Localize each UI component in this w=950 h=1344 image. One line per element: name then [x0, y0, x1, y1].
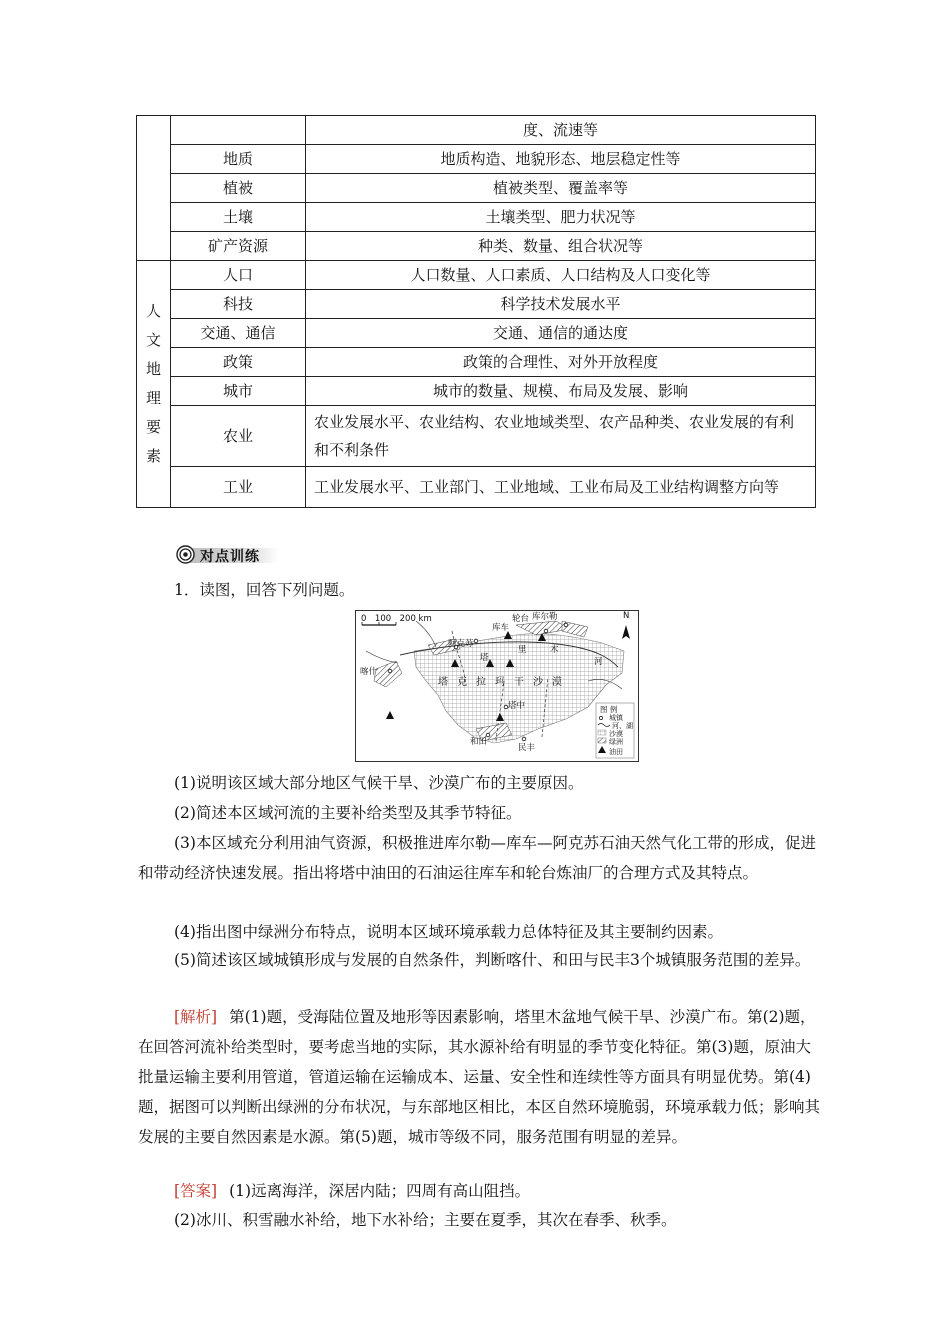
place-label: 民丰: [518, 743, 536, 753]
answer-tag: [答案]: [174, 1182, 218, 1200]
legend-title: 图 例: [600, 705, 618, 714]
place-label: 库车: [492, 623, 510, 633]
tarim-basin-map: [355, 610, 639, 762]
legend-item: 沙漠: [609, 730, 623, 738]
place-label: 河: [594, 657, 603, 667]
table-row: [137, 377, 816, 406]
content-cell: 城市的数量、规模、布局及发展、影响: [306, 377, 816, 406]
human-group-cell: [137, 261, 171, 508]
desert-label: 塔克拉玛干沙漠: [438, 677, 571, 688]
place-label: 阿克苏: [448, 639, 474, 649]
table-row: [137, 406, 816, 467]
content-cell: 度、流速等: [306, 116, 816, 145]
factor-cell: 政策: [171, 348, 306, 377]
content-cell: 种类、数量、组合状况等: [306, 232, 816, 261]
sub-question-5: (5)简述该区域城镇形成与发展的自然条件，判断喀什、和田与民丰3个城镇服务范围的差异。: [174, 951, 811, 969]
north-label: N: [623, 611, 630, 621]
table-row: [137, 261, 816, 290]
legend-item: 绿洲: [609, 738, 623, 746]
answer-line-2: (2)冰川、积雪融水补给，地下水补给；主要在夏季，其次在春季、秋季。: [174, 1211, 677, 1229]
place-label: 喀什: [360, 667, 378, 677]
legend-item: 城镇: [609, 714, 623, 722]
town-icon: [388, 669, 392, 673]
content-cell: 人口数量、人口素质、人口结构及人口变化等: [306, 261, 816, 290]
place-label: 塔: [480, 653, 489, 663]
table-row: [137, 116, 816, 145]
river-line: [366, 651, 398, 663]
place-label: 里: [518, 645, 527, 655]
analysis-block: [138, 1002, 824, 1152]
practice-banner: [176, 545, 280, 565]
north-arrow-icon: [622, 625, 630, 639]
answer-text: (1)远离海洋，深居内陆；四周有高山阻挡。: [229, 1182, 531, 1200]
table-row: [137, 174, 816, 203]
town-icon: [564, 623, 568, 627]
factor-cell: 交通、通信: [171, 319, 306, 348]
target-icon: [176, 545, 195, 564]
geographic-factors-table: [136, 115, 816, 508]
legend-item: 河、湖: [612, 722, 633, 730]
legend-oasis-icon: [598, 738, 606, 743]
factor-cell: 植被: [171, 174, 306, 203]
content-cell: 工业发展水平、工业部门、工业地域、工业布局及工业结构调整方向等: [306, 467, 816, 508]
table-row: [137, 203, 816, 232]
place-label: 塔中: [508, 701, 526, 711]
table-row: [137, 145, 816, 174]
content-cell: 科学技术发展水平: [306, 290, 816, 319]
factor-cell: 土壤: [171, 203, 306, 232]
town-icon: [544, 629, 548, 633]
factor-cell: 城市: [171, 377, 306, 406]
oasis-kashi: [374, 661, 402, 687]
content-cell: 土壤类型、肥力状况等: [306, 203, 816, 232]
factor-cell: [171, 116, 306, 145]
place-label: 木: [550, 645, 559, 655]
scale-label: 0 100 200 km: [361, 614, 432, 624]
place-label: 和田: [470, 737, 488, 747]
human-group-label: 人文地理要素: [145, 302, 161, 465]
content-cell: 地质构造、地貌形态、地层稳定性等: [306, 145, 816, 174]
content-cell: 植被类型、覆盖率等: [306, 174, 816, 203]
table-row: [137, 290, 816, 319]
sub-question-4: (4)指出图中绿洲分布特点，说明本区域环境承载力总体特征及其主要制约因素。: [174, 923, 723, 941]
place-label: 库尔勒: [532, 612, 558, 622]
natural-group-cell: [137, 116, 171, 261]
oil-field-icon: [386, 711, 394, 719]
place-label: 轮台: [512, 614, 530, 624]
table-row: [137, 348, 816, 377]
answer-line-1: [174, 1176, 824, 1206]
town-icon: [474, 639, 478, 643]
question-stem: 1．读图，回答下列问题。: [174, 581, 355, 599]
content-cell: 政策的合理性、对外开放程度: [306, 348, 816, 377]
legend-item: 油田: [609, 748, 623, 756]
banner-label: 对点训练: [200, 549, 260, 565]
legend-desert-icon: [598, 730, 606, 735]
factor-cell: 地质: [171, 145, 306, 174]
content-cell: 交通、通信的通达度: [306, 319, 816, 348]
sub-question-3: (3)本区域充分利用油气资源，积极推进库尔勒—库车—阿克苏石油天然气化工带的形成，促进和带动经济快速发展。指出将塔中油田的石油运往库车和轮台炼油厂的合理方式及其特点。: [138, 834, 816, 882]
table-row: [137, 232, 816, 261]
sub-question-2: (2)简述本区域河流的主要补给类型及其季节特征。: [174, 804, 522, 822]
sub-question-1: (1)说明该区域大部分地区气候干旱、沙漠广布的主要原因。: [174, 774, 584, 792]
factor-cell: 农业: [171, 406, 306, 467]
table-row: [137, 467, 816, 508]
legend-town-icon: [599, 716, 602, 719]
river-line: [416, 621, 436, 647]
table-row: [137, 319, 816, 348]
factor-cell: 人口: [171, 261, 306, 290]
factor-cell: 工业: [171, 467, 306, 508]
analysis-text: 第(1)题，受海陆位置及地形等因素影响，塔里木盆地气候干旱、沙漠广布。第(2)题，在回答河流补给类型时，要考虑当地的实际，其水源补给有明显的季节变化特征。第(3)题，原油大批量运输主要利用管道，管道运输在运输成本、运量、安全性和连续性等方面具有明显优势。第(4)题，据图可以判断出绿洲的分布状况，与东部地区相比，本区自然环境脆弱，环境承载力低；影响其发展的主要自然因素是水源。第(5)题，城市等级不同，服务范围有明显的差异。: [138, 1008, 821, 1146]
analysis-tag: [解析]: [174, 1008, 218, 1026]
factor-cell: 科技: [171, 290, 306, 319]
factor-cell: 矿产资源: [171, 232, 306, 261]
content-cell: 农业发展水平、农业结构、农业地域类型、农产品种类、农业发展的有利和不利条件: [306, 406, 816, 467]
